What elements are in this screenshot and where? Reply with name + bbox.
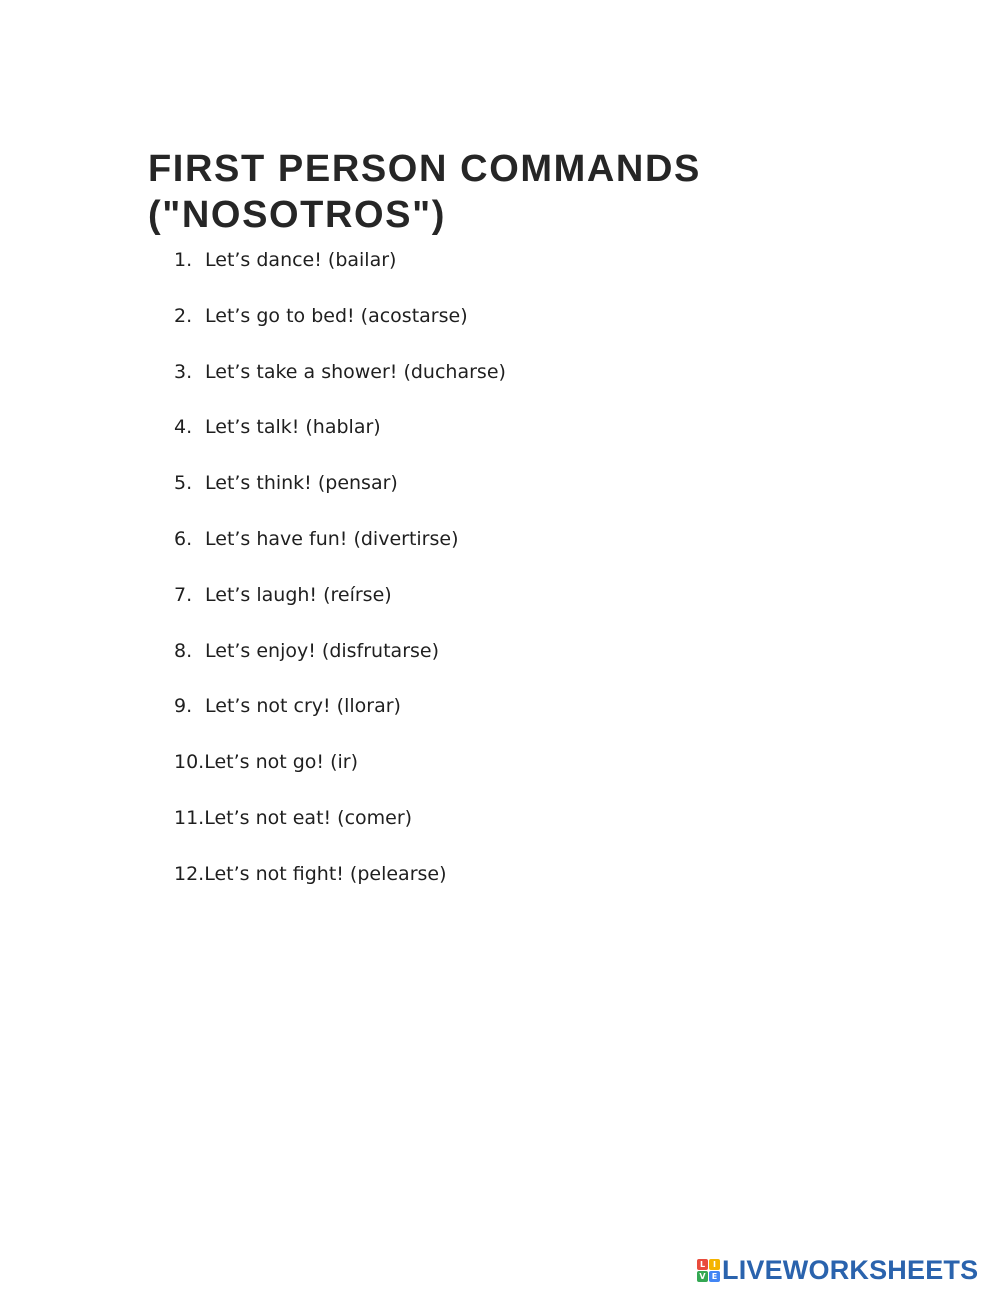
item-number: 2. [174, 304, 193, 327]
page-title [148, 146, 701, 238]
list-item [174, 804, 506, 860]
page-title-line-2: ("NOSOTROS") [148, 194, 447, 236]
item-text: Let’s not cry! (llorar) [205, 695, 401, 718]
item-text: Let’s not fight! (pelearse) [204, 862, 447, 885]
liveworksheets-logo[interactable] [697, 1255, 978, 1285]
item-number: 4. [174, 416, 193, 439]
logo-letter-v: V [697, 1271, 708, 1282]
item-number: 3. [174, 360, 193, 383]
item-text: Let’s laugh! (reírse) [205, 583, 392, 606]
list-item [174, 413, 506, 469]
item-number: 12. [174, 862, 205, 885]
logo-letter-i: I [709, 1259, 720, 1270]
list-item [174, 692, 506, 748]
command-list [174, 246, 506, 916]
item-number: 6. [174, 527, 193, 550]
item-number: 9. [174, 695, 193, 718]
item-number: 1. [174, 249, 193, 271]
item-text: Let’s dance! (bailar) [205, 249, 397, 271]
list-item [174, 525, 506, 581]
item-number: 5. [174, 472, 193, 495]
list-item [174, 302, 506, 358]
item-text: Let’s not eat! (comer) [204, 806, 413, 829]
brand-name: LIVEWORKSHEETS [722, 1254, 979, 1285]
logo-letter-l: L [697, 1259, 708, 1270]
item-text: Let’s talk! (hablar) [205, 416, 381, 439]
item-text: Let’s not go! (ir) [204, 751, 358, 774]
list-item [174, 246, 506, 302]
list-item [174, 637, 506, 693]
item-text: Let’s have fun! (divertirse) [205, 527, 459, 550]
item-text: Let’s go to bed! (acostarse) [205, 304, 468, 327]
item-number: 10. [174, 751, 205, 774]
item-number: 11. [174, 806, 205, 829]
list-item [174, 581, 506, 637]
item-text: Let’s think! (pensar) [205, 472, 398, 495]
item-text: Let’s take a shower! (ducharse) [205, 360, 506, 383]
page-title-line-1: FIRST PERSON COMMANDS [148, 148, 701, 190]
item-number: 8. [174, 639, 193, 662]
item-text: Let’s enjoy! (disfrutarse) [205, 639, 440, 662]
list-item [174, 358, 506, 414]
live-logo-icon [697, 1259, 720, 1282]
list-item [174, 469, 506, 525]
list-item [174, 748, 506, 804]
logo-letter-e: E [709, 1271, 720, 1282]
list-item [174, 860, 506, 916]
item-number: 7. [174, 583, 193, 606]
